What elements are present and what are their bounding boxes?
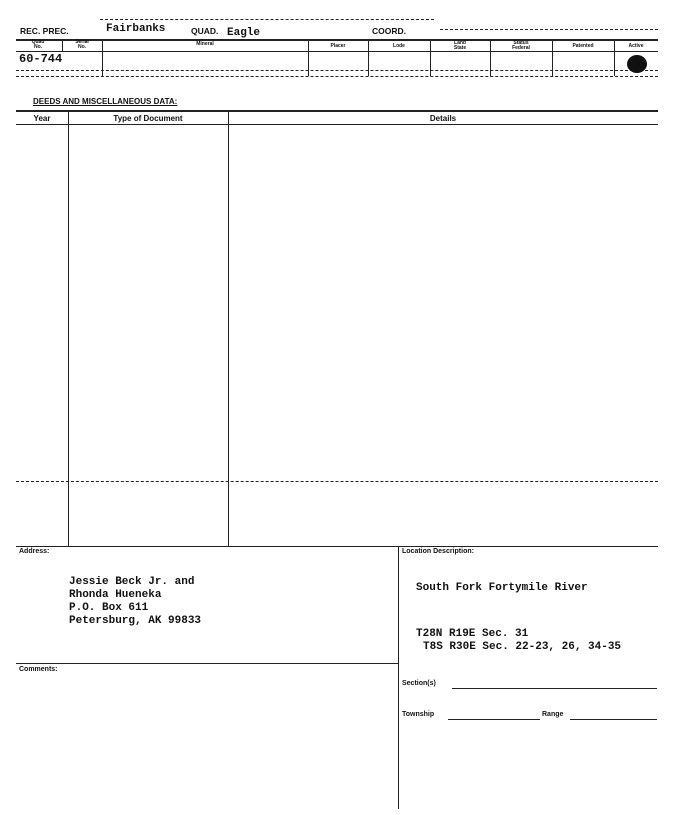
- col-details-header: Details: [429, 114, 457, 123]
- rec-prec-value: Fairbanks: [106, 23, 166, 35]
- header-top-dashed-line: [100, 19, 434, 20]
- quad-value: Eagle: [227, 27, 261, 39]
- active-dot-mark: [627, 55, 647, 73]
- range-blank-line: [570, 719, 657, 720]
- location-label: Location Description:: [402, 548, 474, 555]
- lower-top-line: [16, 546, 658, 547]
- address-line-1: Jessie Beck Jr. and: [69, 576, 195, 588]
- active-label: Active: [628, 43, 644, 49]
- deeds-table-top-line: [16, 110, 658, 112]
- patented-label: Patented: [572, 43, 594, 49]
- location-line-1: T28N R19E Sec. 31: [416, 628, 529, 640]
- address-line-4: Petersburg, AK 99833: [69, 615, 202, 627]
- sections-label: Section(s): [402, 680, 436, 687]
- claim-table-header-line: [16, 51, 658, 52]
- location-line-2: T8S R30E Sec. 22-23, 26, 34-35: [423, 641, 622, 653]
- header-right-dashed-line: [440, 29, 658, 30]
- mineral-label: Mineral: [196, 41, 214, 47]
- status-federal-label: Status Federal: [512, 40, 530, 51]
- address-line-3: P.O. Box 611: [69, 602, 149, 614]
- location-name: South Fork Fortymile River: [416, 582, 588, 594]
- serial-no-label: Serial No.: [75, 39, 89, 50]
- address-label: Address:: [19, 548, 50, 555]
- quad-no-label: Quad No.: [31, 39, 45, 50]
- claim-table-bottom-dashed: [16, 70, 658, 71]
- comments-label: Comments:: [19, 666, 58, 673]
- placer-label: Placer: [330, 43, 346, 49]
- coord-label: COORD.: [372, 26, 406, 36]
- deeds-dashed-line: [16, 481, 658, 482]
- deeds-header-line: [16, 124, 658, 125]
- land-state-label: Land State: [453, 40, 467, 51]
- claim-table-top-line: [16, 39, 658, 41]
- claim-table-bottom-dashed-2: [16, 76, 658, 77]
- lower-center-divider: [398, 546, 399, 809]
- col-year-header: Year: [33, 114, 51, 123]
- quad-serial-value: 60-744: [19, 52, 63, 66]
- comments-top-line: [16, 663, 398, 664]
- lode-label: Lode: [393, 43, 405, 49]
- deeds-section-title: DEEDS AND MISCELLANEOUS DATA:: [33, 97, 178, 106]
- range-label: Range: [542, 711, 564, 718]
- sections-blank-line: [452, 688, 657, 689]
- township-blank-line: [448, 719, 540, 720]
- township-label: Township: [402, 711, 435, 718]
- col-type-header: Type of Document: [113, 114, 183, 123]
- quad-label: QUAD.: [191, 26, 219, 36]
- rec-prec-label: REC. PREC.: [20, 26, 69, 36]
- address-line-2: Rhonda Hueneka: [69, 589, 162, 601]
